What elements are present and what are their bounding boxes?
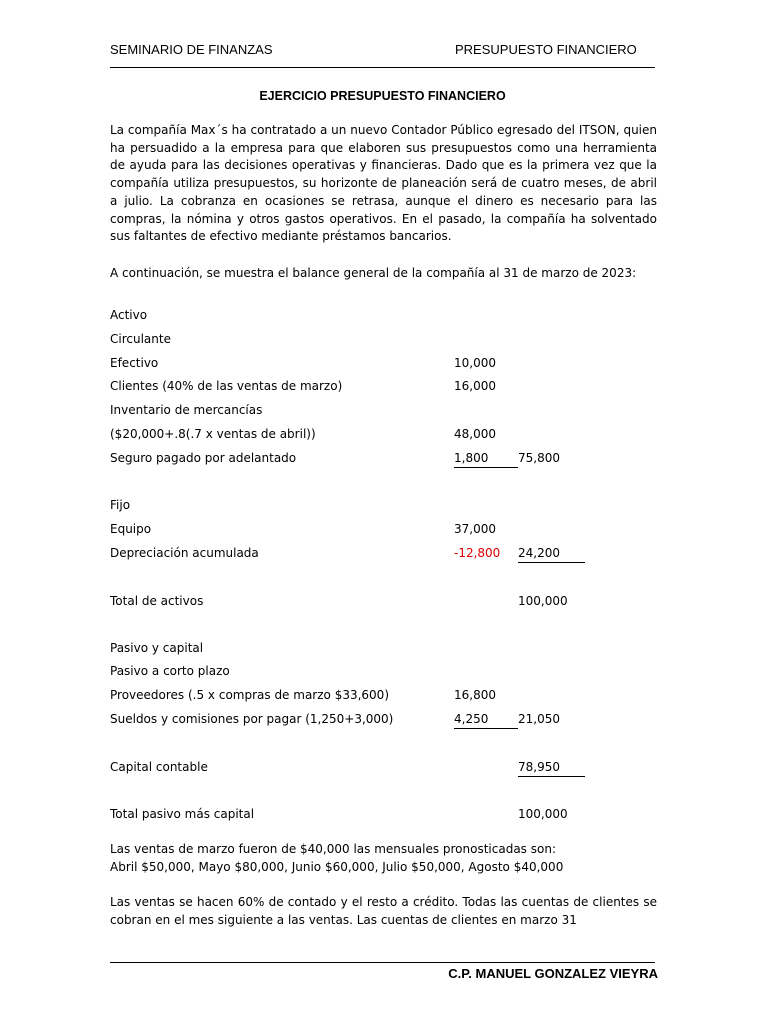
row-label: Sueldos y comisiones por pagar (1,250+3,000) [110, 712, 394, 726]
sales-text: Las ventas de marzo fueron de $40,000 las mensuales pronosticadas son: [110, 842, 556, 856]
row-amount: 1,800 [454, 449, 518, 468]
header-divider [110, 67, 655, 68]
row-label: Circulante [110, 332, 171, 346]
row-label: Total pasivo más capital [110, 807, 255, 821]
row-label: Pasivo y capital [110, 641, 204, 655]
balance-intro: A continuación, se muestra el balance general de la compañía al 31 de marzo de 2023: [110, 266, 637, 280]
credit-paragraph: Las ventas se hacen 60% de contado y el resto a crédito. Todas las cuentas de clientes se cobran en el mes siguiente a las ventas. Las cuentas de clientes en marzo 31 [110, 895, 657, 927]
row-subtotal: 75,800 [518, 451, 560, 465]
row-label: Clientes (40% de las ventas de marzo) [110, 379, 343, 393]
header-right: PRESUPUESTO FINANCIERO [455, 42, 637, 57]
row-label: Total de activos [110, 594, 204, 608]
row-amount: 16,800 [454, 688, 496, 702]
row-amount: 16,000 [454, 379, 496, 393]
header-left: SEMINARIO DE FINANZAS [110, 42, 273, 57]
row-amount: 48,000 [454, 427, 496, 441]
row-label: ($20,000+.8(.7 x ventas de abril)) [110, 427, 316, 441]
row-amount: 4,250 [454, 710, 518, 729]
row-amount-negative: -12,800 [454, 546, 501, 560]
row-label: Depreciación acumulada [110, 546, 259, 560]
row-label: Seguro pagado por adelantado [110, 451, 297, 465]
footer-divider [110, 962, 655, 963]
row-label: Fijo [110, 498, 131, 512]
row-subtotal: 100,000 [518, 807, 568, 821]
row-label: Capital contable [110, 760, 208, 774]
row-label: Pasivo a corto plazo [110, 664, 230, 678]
row-label: Proveedores (.5 x compras de marzo $33,600) [110, 688, 389, 702]
row-subtotal: 24,200 [518, 544, 585, 563]
intro-paragraph: La compañía Max´s ha contratado a un nuevo Contador Público egresado del ITSON, quien ha persuadido a la empresa para que elaboren sus presupuestos como una herramienta de ayuda para las decisiones operativas y financieras. Dado que es la primera vez que la compañía utiliza presupuestos, su horizonte de planeación será de cuatro meses, de abril a julio. La cobranza en ocasiones se retrasa, aunque el dinero es necesario para las compras, la nómina y otros gastos operativos. En el pasado, la compañía ha solventado sus faltantes de efectivo mediante préstamos bancarios. [110, 123, 657, 244]
row-amount: 37,000 [454, 522, 496, 536]
row-subtotal: 100,000 [518, 594, 568, 608]
row-amount: 10,000 [454, 356, 496, 370]
row-label: Activo [110, 308, 148, 322]
footer-author: C.P. MANUEL GONZALEZ VIEYRA [448, 966, 658, 981]
row-subtotal: 78,950 [518, 758, 585, 777]
sales-text: Abril $50,000, Mayo $80,000, Junio $60,000, Julio $50,000, Agosto $40,000 [110, 860, 564, 874]
row-label: Inventario de mercancías [110, 403, 263, 417]
row-label: Equipo [110, 522, 152, 536]
page-title: EJERCICIO PRESUPUESTO FINANCIERO [259, 89, 506, 103]
row-label: Efectivo [110, 356, 159, 370]
row-subtotal: 21,050 [518, 712, 560, 726]
